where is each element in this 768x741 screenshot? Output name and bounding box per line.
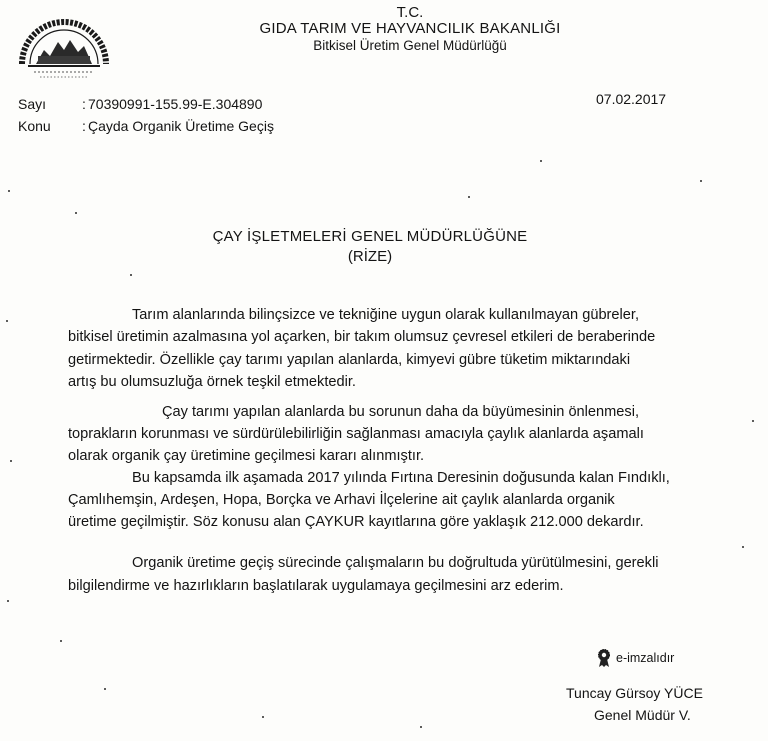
- department-name: Bitkisel Üretim Genel Müdürlüğü: [313, 38, 507, 53]
- ministry-name: GIDA TARIM VE HAYVANCILIK BAKANLIĞI: [259, 20, 561, 37]
- body-line: üretime geçilmiştir. Söz konusu alan ÇAYKUR kayıtlarına göre yaklaşık 212.000 dekardır.: [68, 514, 644, 530]
- document-date: 07.02.2017: [596, 91, 667, 107]
- konu-colon: :: [82, 118, 86, 134]
- scan-speck: [540, 160, 542, 162]
- scan-speck: [752, 420, 754, 422]
- e-signature-mark: [596, 648, 674, 668]
- signatory-name: Tuncay Gürsoy YÜCE: [566, 685, 703, 701]
- scan-speck: [6, 320, 8, 322]
- recipient-name: ÇAY İŞLETMELERİ GENEL MÜDÜRLÜĞÜNE: [212, 228, 528, 245]
- body-line: Organik üretime geçiş sürecinde çalışmaların bu doğrultuda yürütülmesini, gerekli: [132, 555, 659, 571]
- scan-speck: [468, 196, 470, 198]
- body-line: toprakların korunması ve sürdürülebilirliğin sağlanması amacıyla çaylık alanlarda aşamalı: [68, 426, 644, 442]
- body-line: artış bu olumsuzluğa örnek teşkil etmektedir.: [68, 374, 356, 390]
- scan-speck: [7, 600, 9, 602]
- sayi-colon: :: [82, 96, 86, 112]
- body-line: getirmektedir. Özellikle çay tarımı yapılan alanlarda, kimyevi gübre tüketim miktarındaki: [68, 352, 631, 368]
- scan-speck: [700, 180, 702, 182]
- scan-speck: [130, 274, 132, 276]
- body-line: bitkisel üretimin azalmasına yol açarken, bir takım olumsuz çevresel etkileri de beraberinde: [68, 329, 656, 345]
- scan-speck: [420, 726, 422, 728]
- scan-speck: [10, 460, 12, 462]
- rosette-icon: [596, 648, 612, 668]
- konu-label: Konu: [18, 118, 51, 134]
- recipient-city: (RİZE): [347, 248, 393, 265]
- scan-speck: [75, 212, 77, 214]
- header-tc: T.C.: [396, 4, 424, 21]
- ministry-emblem-icon: [14, 6, 114, 82]
- e-signed-label: e-imzalıdır: [616, 651, 675, 665]
- scan-speck: [8, 190, 10, 192]
- body-line: olarak organik çay üretimine geçilmesi kararı alınmıştır.: [68, 448, 425, 464]
- body-line: Tarım alanlarında bilinçsizce ve tekniğine uygun olarak kullanılmayan gübreler,: [132, 307, 640, 323]
- scan-speck: [742, 546, 744, 548]
- scan-speck: [60, 640, 62, 642]
- sayi-value: 70390991-155.99-E.304890: [88, 96, 263, 112]
- signatory-title: Genel Müdür V.: [594, 707, 691, 723]
- body-line: Bu kapsamda ilk aşamada 2017 yılında Fırtına Deresinin doğusunda kalan Fındıklı,: [132, 470, 670, 486]
- scan-speck: [104, 688, 106, 690]
- body-line: bilgilendirme ve hazırlıkların başlatılarak uygulamaya geçilmesini arz ederim.: [68, 578, 564, 594]
- body-line: Çamlıhemşin, Ardeşen, Hopa, Borçka ve Arhavi İlçelerine ait çaylık alanlarda organik: [68, 492, 615, 508]
- scan-speck: [262, 716, 264, 718]
- sayi-label: Sayı: [18, 96, 47, 112]
- konu-value: Çayda Organik Üretime Geçiş: [88, 118, 274, 134]
- body-line: Çay tarımı yapılan alanlarda bu sorunun daha da büyümesinin önlenmesi,: [162, 404, 640, 420]
